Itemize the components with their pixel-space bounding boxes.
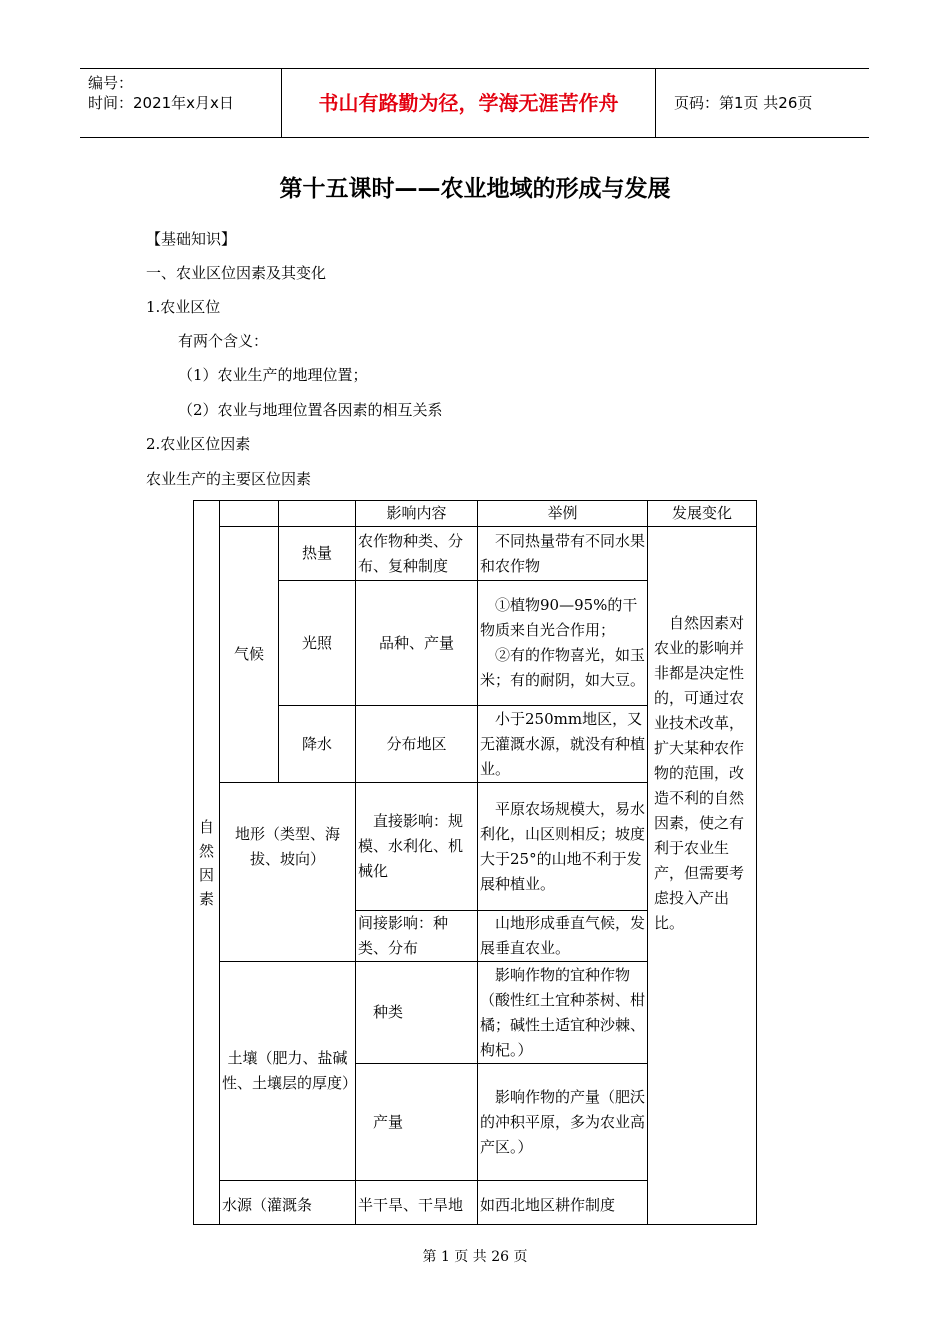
heat-example: 不同热量带有不同水果和农作物 (478, 527, 648, 581)
location-factors-table (193, 500, 757, 1225)
header-empty-1 (220, 501, 279, 527)
meaning-2: （2）农业与地理位置各因素的相互关系 (178, 401, 443, 419)
heading-1: 一、农业区位因素及其变化 (146, 264, 327, 282)
light-label: 光照 (279, 581, 356, 706)
motto: 书山有路勤为径，学海无涯苦作舟 (282, 69, 656, 137)
water-example: 如西北地区耕作制度 (478, 1181, 648, 1225)
natural-factors-cell (194, 501, 220, 1225)
soil-yield: 产量 (356, 1064, 478, 1181)
meaning-1: （1）农业生产的地理位置； (178, 366, 368, 384)
water-label: 水源（灌溉条 (220, 1181, 356, 1225)
heat-label: 热量 (279, 527, 356, 581)
precip-content: 分布地区 (356, 706, 478, 783)
header-box (80, 68, 869, 138)
table-header-row (194, 501, 757, 527)
light-example-1: ①植物90—95%的干物质来自光合作用； (480, 596, 638, 639)
terrain-label-text: 地形（类型、海拔、坡向） (234, 825, 340, 868)
terrain-direct: 直接影响：规模、水利化、机械化 (356, 783, 478, 911)
terrain-direct-example: 平原农场规模大，易水利化，山区则相反；坡度大于25°的山地不利于发展种植业。 (478, 783, 648, 911)
terrain-indirect-example: 山地形成垂直气候，发展垂直农业。 (478, 911, 648, 962)
page-info-text: 页码：第1页 共26页 (674, 94, 813, 112)
light-example-2: ②有的作物喜光，如玉米；有的耐阴，如大豆。 (480, 646, 646, 689)
header-meta (80, 69, 282, 137)
terrain-indirect: 间接影响：种类、分布 (356, 911, 478, 962)
page-footer: 第 1 页 共 26 页 (422, 1249, 528, 1265)
light-example (478, 581, 648, 706)
meaning-intro: 有两个含义： (178, 332, 269, 350)
climate-label: 气候 (220, 527, 279, 783)
header-example: 举例 (478, 501, 648, 527)
table-caption: 农业生产的主要区位因素 (146, 470, 312, 488)
serial-label: 编号： (88, 74, 134, 92)
heading-1-1: 1.农业区位 (146, 298, 221, 316)
development-text: 自然因素对农业的影响并非都是决定性的，可通过农业技术改革，扩大某种农作物的范围，改造不利的自然因素，使之有利于农业生产，但需要考虑投入产出比。 (654, 613, 745, 932)
page-info (664, 69, 869, 137)
development-cell (648, 527, 757, 1225)
page-title: 第十五课时——农业地域的形成与发展 (279, 176, 671, 202)
precip-label: 降水 (279, 706, 356, 783)
header-empty-2 (279, 501, 356, 527)
natural-factors-label: 自然因素 (198, 817, 214, 908)
heat-content: 农作物种类、分布、复种制度 (356, 527, 478, 581)
header-development: 发展变化 (648, 501, 757, 527)
soil-label: 土壤（肥力、盐碱性、土壤层的厚度） (220, 962, 356, 1181)
date-label: 时间：2021年x月x日 (88, 94, 234, 112)
header-content: 影响内容 (356, 501, 478, 527)
soil-type-example: 影响作物的宜种作物（酸性红土宜种茶树、柑橘；碱性土适宜种沙棘、枸杞。） (478, 962, 648, 1064)
soil-type: 种类 (356, 962, 478, 1064)
table-row (194, 527, 757, 581)
terrain-label (220, 783, 356, 962)
water-content: 半干旱、干旱地 (356, 1181, 478, 1225)
light-content: 品种、产量 (356, 581, 478, 706)
precip-example: 小于250mm地区，又无灌溉水源，就没有种植业。 (478, 706, 648, 783)
soil-yield-example: 影响作物的产量（肥沃的冲积平原，多为农业高产区。） (478, 1064, 648, 1181)
section-tag: 【基础知识】 (146, 230, 237, 248)
heading-1-2: 2.农业区位因素 (146, 435, 251, 453)
